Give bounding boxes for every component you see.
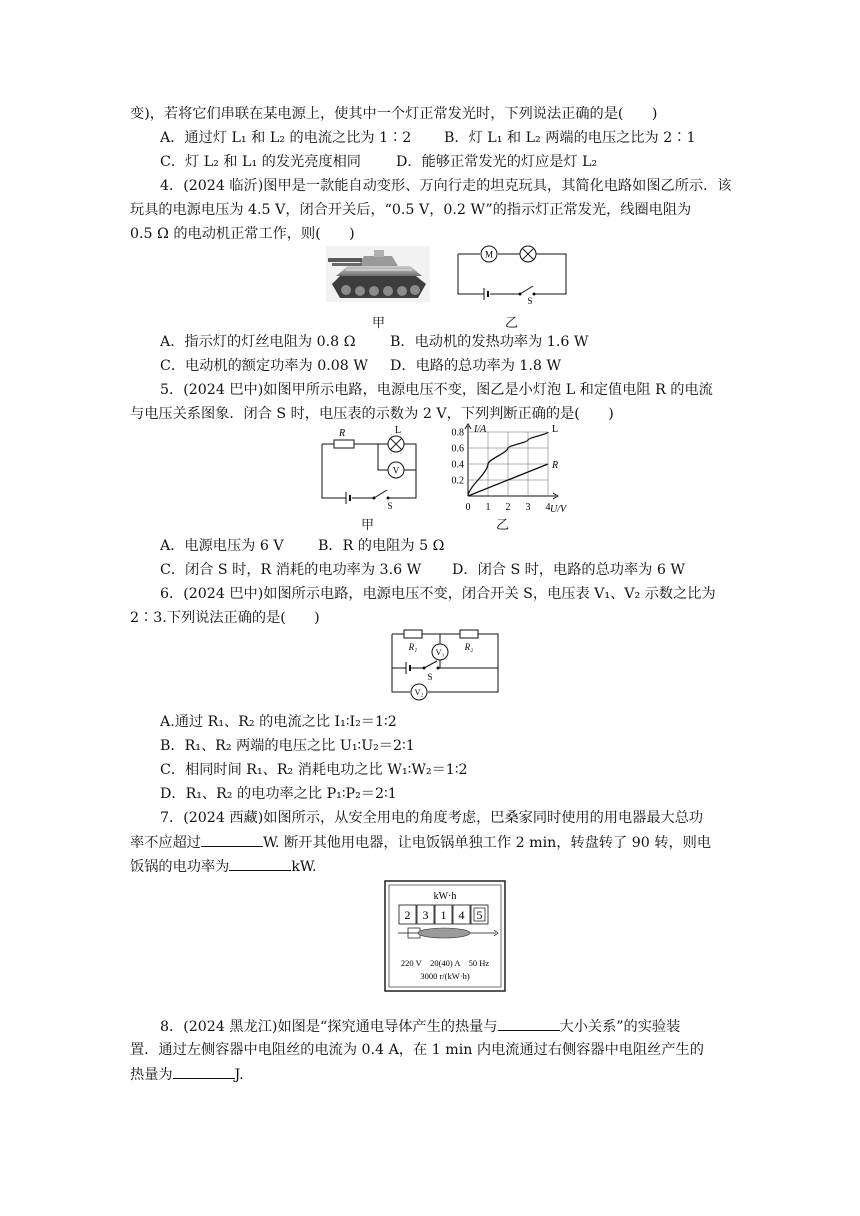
- q8-answer-blank-2[interactable]: [173, 1064, 235, 1079]
- q3-option-c: C．灯 L₂ 和 L₁ 的发光亮度相同: [160, 154, 361, 170]
- q5-caption-jia: 甲: [361, 518, 375, 533]
- meter-digit: 5: [476, 908, 483, 922]
- motor-label: M: [484, 249, 494, 260]
- q3-line1: 变)，若将它们串联在某电源上，使其中一个灯正常发光时，下列说法正确的是( ): [130, 106, 658, 122]
- meter-unit: kW·h: [433, 891, 457, 902]
- graph-grid: [468, 432, 548, 496]
- q3-option-a: A．通过灯 L₁ 和 L₂ 的电流之比为 1∶2: [160, 130, 412, 146]
- q6-option-b: B．R₁、R₂ 两端的电压之比 U₁∶U₂＝2∶1: [160, 738, 415, 754]
- q4-option-c: C．电动机的额定功率为 0.08 W: [160, 358, 368, 374]
- q8-line1-start: 8．(2024 黑龙江)如图是“探究通电导体产生的热量与: [160, 1019, 498, 1035]
- q6-r1-label: R₁: [408, 642, 418, 652]
- q5-circuit-diagram: [316, 426, 420, 510]
- q4-option-a: A．指示灯的灯丝电阻为 0.8 Ω: [160, 334, 356, 350]
- x-tick-label: 2: [505, 502, 511, 513]
- q6-line1: 6．(2024 巴中)如图所示电路，电源电压不变，闭合开关 S，电压表 V₁、V₂ 示数之比为: [160, 586, 716, 602]
- q8-line1: [160, 1016, 680, 1037]
- q3-option-d: D．能够正常发光的灯应是灯 L₂: [396, 154, 598, 170]
- meter-digit: 3: [422, 908, 429, 922]
- q8-line3-start: 热量为: [130, 1067, 173, 1083]
- q7-line2-start: 率不应超过: [130, 835, 201, 851]
- q6-switch-label: S: [427, 672, 433, 682]
- q5-option-c: C．闭合 S 时，R 消耗的电功率为 3.6 W: [160, 562, 422, 578]
- x-tick-label: 3: [525, 502, 531, 513]
- q8-line3: [130, 1064, 244, 1085]
- x-tick-label: 4: [545, 502, 551, 513]
- q4-option-d: D．电路的总功率为 1.8 W: [390, 358, 562, 374]
- meter-digits: [399, 905, 488, 924]
- y-tick-label: 0.6: [451, 443, 464, 455]
- q5-caption-yi: 乙: [496, 518, 510, 533]
- q8-line2: 置．通过左侧容器中电阻丝的电流为 0.4 A，在 1 min 内电流通过右侧容器中电阻丝产生的: [130, 1042, 704, 1058]
- y-tick-label: 0.2: [451, 475, 464, 487]
- q5-line2: 与电压关系图象．闭合 S 时，电压表的示数为 2 V，下列判断正确的是( ): [130, 406, 614, 422]
- q5-voltmeter-label: V: [392, 465, 400, 476]
- meter-digit: 2: [404, 908, 411, 922]
- q5-resistor-label: R: [338, 428, 346, 439]
- switch-label: S: [527, 296, 533, 306]
- q7-line2: [130, 832, 711, 853]
- q8-line3-end: J.: [234, 1067, 244, 1083]
- graph-axes: [465, 424, 558, 499]
- q5-switch-label: S: [387, 501, 393, 510]
- q6-r2-label: R₂: [464, 642, 474, 652]
- q5-lamp-label: L: [394, 426, 402, 436]
- y-tick-label: 0.8: [451, 427, 464, 439]
- q7-line3-end: kW.: [291, 859, 317, 875]
- y-tick-label: 0.4: [451, 459, 464, 471]
- q6-circuit-diagram: [384, 626, 504, 706]
- electric-meter: [384, 880, 506, 992]
- q4-line3: 0.5 Ω 的电动机正常工作，则( ): [130, 226, 355, 242]
- q6-option-a: A.通过 R₁、R₂ 的电流之比 I₁∶I₂＝1∶2: [160, 714, 397, 730]
- q7-line3: [130, 856, 317, 877]
- graph-origin-label: 0: [465, 502, 471, 513]
- q7-answer-blank-1[interactable]: [201, 832, 263, 847]
- q7-answer-blank-2[interactable]: [229, 856, 291, 871]
- q5-option-b: B．R 的电阻为 5 Ω: [318, 538, 445, 554]
- q6-option-c: C．相同时间 R₁、R₂ 消耗电功之比 W₁∶W₂＝1∶2: [160, 762, 468, 778]
- q8-answer-blank-1[interactable]: [498, 1016, 560, 1031]
- meter-digit: 4: [458, 908, 465, 922]
- q4-caption-yi: 乙: [505, 316, 519, 331]
- graph-ticks: [452, 428, 551, 514]
- series-label-R: R: [552, 460, 559, 471]
- graph-ylabel: I/A: [474, 424, 487, 435]
- q8-line1-end: 大小关系”的实验装: [559, 1019, 681, 1035]
- q5-option-a: A．电源电压为 6 V: [160, 538, 284, 554]
- tank-toy-image: [326, 246, 430, 302]
- graph-xlabel: U/V: [550, 504, 567, 515]
- q6-v2-label: V₂: [414, 687, 424, 697]
- q4-option-b: B．电动机的发热功率为 1.6 W: [390, 334, 589, 350]
- meter-spec-line2: 3000 r/(kW·h): [420, 971, 470, 981]
- q5-option-d: D．闭合 S 时，电路的总功率为 6 W: [452, 562, 685, 578]
- meter-digit: 1: [440, 908, 447, 922]
- q7-line3-start: 饭锅的电功率为: [130, 859, 230, 875]
- iu-graph: [440, 420, 570, 518]
- q4-circuit-diagram: [450, 242, 574, 306]
- q4-line1: 4．(2024 临沂)图甲是一款能自动变形、万向行走的坦克玩具，其简化电路如图乙所示．该: [160, 178, 732, 194]
- q6-v1-label: V₁: [435, 647, 445, 657]
- q4-line2: 玩具的电源电压为 4.5 V，闭合开关后，“0.5 V，0.2 W”的指示灯正常发光，线圈电阻为: [130, 202, 692, 218]
- series-label-L: L: [552, 424, 559, 435]
- q6-line2: 2∶3.下列说法正确的是( ): [130, 610, 320, 626]
- q6-option-d: D．R₁、R₂ 的电功率之比 P₁∶P₂＝2∶1: [160, 786, 397, 802]
- q7-line2-end: W. 断开其他用电器，让电饭锅单独工作 2 min，转盘转了 90 转，则电: [262, 835, 712, 851]
- meter-spec-line1: 220 V 20(40) A 50 Hz: [400, 958, 490, 968]
- q4-caption-jia: 甲: [372, 316, 386, 331]
- q3-option-b: B．灯 L₁ 和 L₂ 两端的电压之比为 2∶1: [444, 130, 696, 146]
- q7-line1: 7．(2024 西藏)如图所示，从安全用电的角度考虑，巴桑家同时使用的用电器最大总功: [160, 810, 704, 826]
- q5-line1: 5．(2024 巴中)如图甲所示电路，电源电压不变，图乙是小灯泡 L 和定值电阻 R 的电流: [160, 382, 713, 398]
- x-tick-label: 1: [485, 502, 491, 513]
